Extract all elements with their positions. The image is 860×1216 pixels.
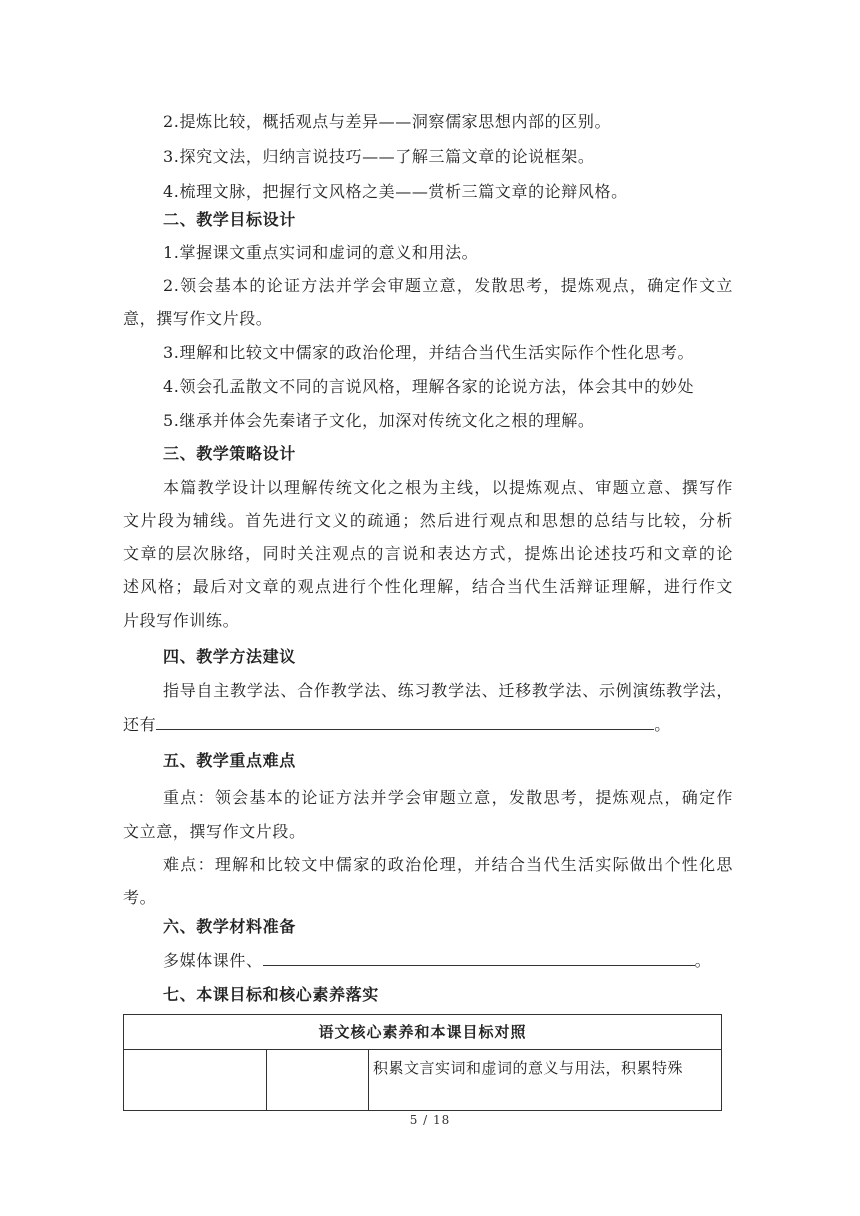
key-point-line-1: 重点：领会基本的论证方法并学会审题立意，发散思考，提炼观点，确定作 bbox=[163, 788, 733, 807]
materials-suffix: 。 bbox=[694, 951, 712, 970]
difficulty-line-2: 考。 bbox=[123, 888, 157, 907]
paragraph-objective-3: 3.探究文法，归纳言说技巧——了解三篇文章的论说框架。 bbox=[163, 147, 595, 166]
materials-prefix: 多媒体课件、 bbox=[163, 951, 263, 970]
paragraph-objective-2: 2.提炼比较，概括观点与差异——洞察儒家思想内部的区别。 bbox=[163, 112, 612, 131]
page-number: 5 / 18 bbox=[409, 1113, 451, 1127]
method-prefix: 还有 bbox=[123, 715, 157, 734]
table-header-cell: 语文核心素养和本课目标对照 bbox=[124, 1015, 722, 1050]
goal-item-3: 3.理解和比较文中儒家的政治伦理，并结合当代生活实际作个性化思考。 bbox=[163, 343, 695, 362]
literacy-goals-table bbox=[123, 1014, 722, 1111]
section-heading-5: 五、教学重点难点 bbox=[163, 751, 296, 770]
method-line-1: 指导自主教学法、合作教学法、练习教学法、迁移教学法、示例演练教学法， bbox=[163, 681, 733, 700]
strategy-line-2: 文片段为辅线。首先进行文义的疏通；然后进行观点和思想的总结与比较，分析 bbox=[123, 511, 733, 530]
materials-fill-blank[interactable] bbox=[263, 947, 695, 966]
strategy-line-5: 片段写作训练。 bbox=[123, 611, 240, 630]
section-heading-4: 四、教学方法建议 bbox=[163, 647, 296, 666]
table-row bbox=[124, 1050, 722, 1111]
table-cell-empty-1 bbox=[124, 1050, 267, 1111]
goal-item-1: 1.掌握课文重点实词和虚词的意义和用法。 bbox=[163, 243, 479, 262]
method-suffix: 。 bbox=[654, 715, 671, 734]
paragraph-objective-4: 4.梳理文脉，把握行文风格之美——赏析三篇文章的论辩风格。 bbox=[163, 182, 628, 201]
section-heading-2: 二、教学目标设计 bbox=[163, 210, 296, 229]
section-heading-6: 六、教学材料准备 bbox=[163, 917, 296, 936]
goal-item-4: 4.领会孔孟散文不同的言说风格，理解各家的论说方法，体会其中的妙处 bbox=[163, 377, 695, 396]
key-point-line-2: 文立意，撰写作文片段。 bbox=[123, 822, 306, 841]
section-heading-3: 三、教学策略设计 bbox=[163, 444, 296, 463]
goal-item-2-line-2: 意，撰写作文片段。 bbox=[123, 309, 273, 328]
goal-item-5: 5.继承并体会先秦诸子文化，加深对传统文化之根的理解。 bbox=[163, 411, 595, 430]
table-cell-goal-text: 积累文言实词和虚词的意义与用法，积累特殊 bbox=[369, 1050, 722, 1111]
table-header-row bbox=[124, 1015, 722, 1050]
strategy-line-4: 述风格；最后对文章的观点进行个性化理解，结合当代生活辩证理解，进行作文 bbox=[123, 577, 733, 596]
difficulty-line-1: 难点：理解和比较文中儒家的政治伦理，并结合当代生活实际做出个性化思 bbox=[163, 855, 733, 874]
goal-item-2-line-1: 2.领会基本的论证方法并学会审题立意，发散思考，提炼观点，确定作文立 bbox=[163, 276, 733, 295]
method-line-2 bbox=[123, 708, 733, 741]
section-heading-7: 七、本课目标和核心素养落实 bbox=[163, 985, 379, 1004]
table-cell-empty-2 bbox=[267, 1050, 369, 1111]
strategy-line-3: 文章的层次脉络，同时关注观点的言说和表达方式，提炼出论述技巧和文章的论 bbox=[123, 544, 733, 563]
method-fill-blank[interactable] bbox=[156, 711, 654, 730]
strategy-line-1: 本篇教学设计以理解传统文化之根为主线，以提炼观点、审题立意、撰写作 bbox=[163, 478, 733, 497]
materials-line bbox=[163, 944, 773, 977]
